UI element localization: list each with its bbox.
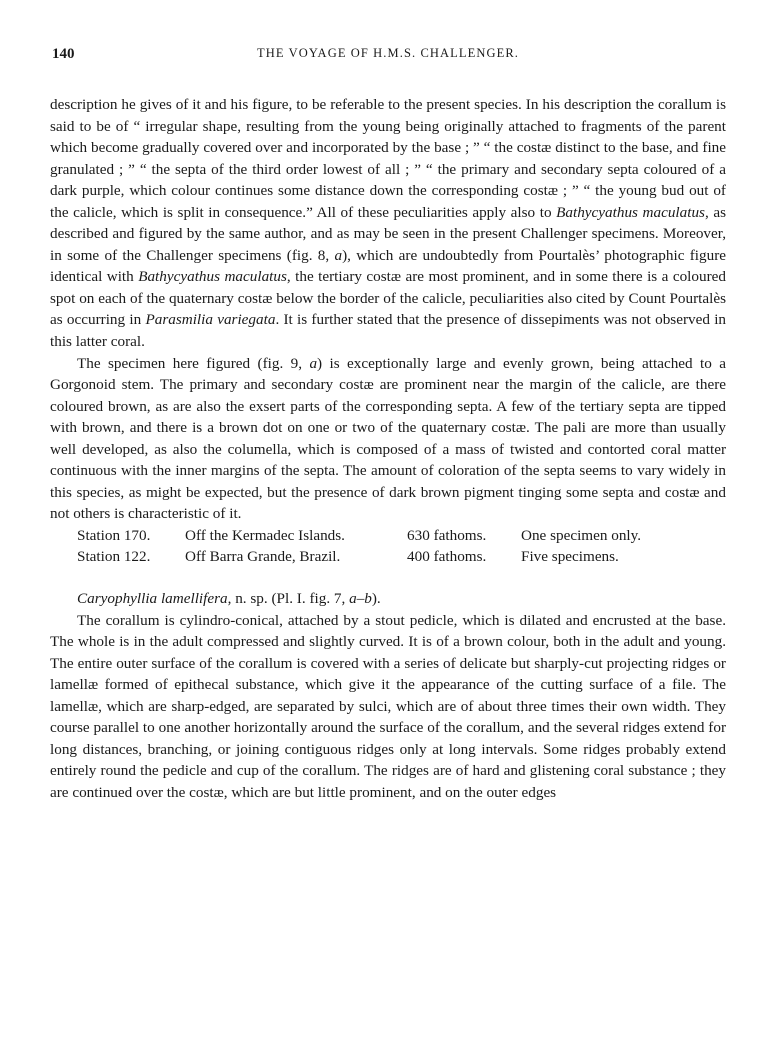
taxon-name: Bathycyathus maculatus — [138, 268, 287, 286]
text-run: ) is exceptionally large and evenly grown, being attached to a Gorgonoid stem. The primary and secondary costæ are prominent near the margin of the calicle, are there coloured brown, as are also the exsert parts of the corresponding septa. A few of the tertiary septa are tipped with brown, and there is a brown dot on one or two of the quaternary costæ. The pali are more than usually well developed, as also the columella, which is composed of a mass of twisted and contorted coral matter continuous with the inner margins of the septa. The amount of coloration of the septa seems to vary widely in this species, as might be expected, but the presence of dark brown pigment tinging some septa and costæ and not others is characteristic of it. — [50, 354, 726, 523]
page — [50, 46, 726, 804]
station-locality: Off the Kermadec Islands. — [185, 526, 345, 544]
text-run: ), which are undoubtedly from Pourtalès’ photographic figure identical with — [50, 246, 727, 286]
running-title: THE VOYAGE OF H.M.S. CHALLENGER. — [256, 46, 520, 60]
text-run: . It is further stated that the presence of dissepiments was not observed in this latter coral. — [50, 311, 727, 351]
paragraph-2 — [50, 353, 726, 525]
text-run: , n. sp. (Pl. I. fig. 7, — [227, 590, 350, 608]
station-name: Station 170. — [77, 526, 151, 544]
station-note: One specimen only. — [521, 526, 642, 544]
figure-letter: a — [309, 354, 318, 372]
paragraph-3 — [50, 610, 726, 804]
station-name: Station 122. — [77, 548, 151, 566]
text-run: The specimen here figured (fig. 9, — [77, 354, 310, 372]
text-run: , as described and figured by the same author, and as may be seen in the present Challenger specimens. Moreover, in some of the Challenger specimens (fig. 8, — [50, 203, 726, 264]
species-name: Caryophyllia lamellifera — [77, 590, 228, 608]
page-number: 140 — [52, 46, 75, 62]
station-line — [50, 525, 726, 547]
taxon-name: Parasmilia variegata — [145, 311, 276, 329]
taxon-name: Bathycyathus maculatus — [556, 203, 705, 221]
figure-letter: a — [334, 246, 343, 264]
station-depth: 400 fathoms. — [407, 548, 487, 566]
station-locality: Off Barra Grande, Brazil. — [185, 548, 341, 566]
text-run: , the tertiary costæ are most prominent, and in some there is a coloured spot on each of the quaternary costæ below the border of the calicle, peculiarities also cited by Count Pourtalès as occurring in — [50, 268, 726, 329]
station-line — [50, 546, 726, 568]
figure-letter: a–b — [349, 590, 372, 608]
station-note: Five specimens. — [521, 548, 619, 566]
text-run: ). — [371, 590, 381, 608]
station-depth: 630 fathoms. — [407, 526, 487, 544]
body-text — [50, 94, 726, 804]
page-header — [50, 46, 726, 72]
paragraph-1 — [50, 94, 726, 353]
text-run: The corallum is cylindro-conical, attached by a stout pedicle, which is dilated and encrusted at the base. The whole is in the adult compressed and slightly curved. It is of a brown colour, both in the adult and young. The entire outer surface of the corallum is covered with a series of delicate but sharply-cut projecting ridges or lamellæ formed of epithecal substance, which give it the appearance of the cutting surface of a file. The lamellæ, which are sharp-edged, are separated by sulci, which are of about three times their own width. They course parallel to one another horizontally around the surface of the corallum, and the several ridges extend for long distances, branching, or joining contiguous ridges only at long intervals. Some ridges probably extend entirely round the pedicle and cup of the corallum. The ridges are of hard and glistening coral substance ; they are continued over the costæ, which are but little prominent, and on the outer edges — [50, 611, 726, 801]
species-heading — [50, 588, 726, 610]
text-run: description he gives of it and his figure, to be referable to the present species. In his description the corallum is said to be of “ irregular shape, resulting from the young being originally attached to fragments of the parent which become gradually covered over and incorporated by the base ; ” “ the costæ distinct to the base, and fine granulated ; ” “ the septa of the third order lowest of all ; ” “ the primary and secondary septa coloured of a dark purple, which colour continues some distance down the corresponding costæ ; ” “ the young bud out of the calicle, which is split in consequence.” All of these peculiarities apply also to — [50, 96, 726, 221]
